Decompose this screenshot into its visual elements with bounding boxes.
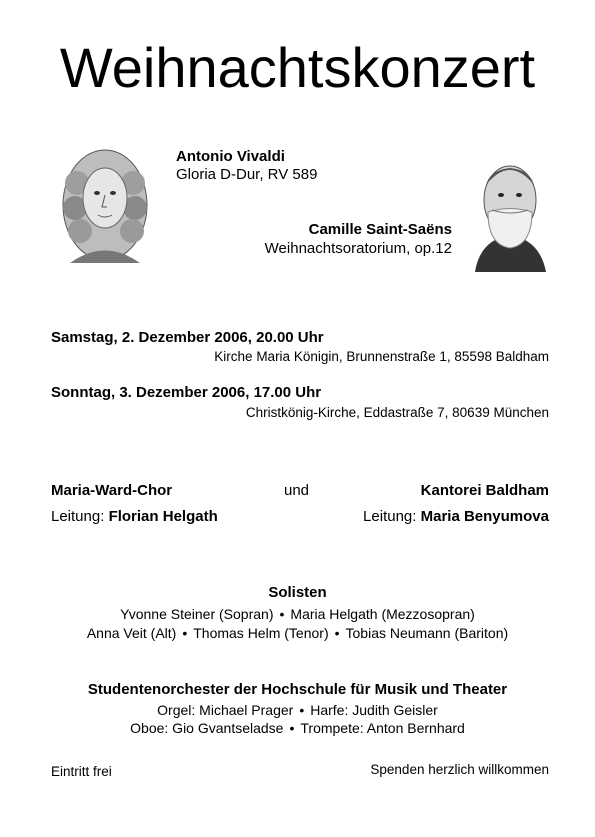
choir-left-leitung [51, 508, 218, 526]
orchestra-heading: Studentenorchester der Hochschule für Musik und Theater [87, 681, 508, 698]
bullet: • [279, 606, 285, 622]
soloist: Yvonne Steiner (Sopran) [120, 606, 274, 622]
choir-left-leader: Florian Helgath [108, 508, 218, 525]
bullet: • [182, 625, 188, 641]
vivaldi-portrait [55, 143, 155, 268]
piece-saint-saens: Weihnachtsoratorium, op.12 [264, 240, 452, 257]
soloist: Anna Veit (Alt) [86, 625, 177, 641]
leitung-label: Leitung: [51, 508, 105, 525]
venue-1: Kirche Maria Königin, Brunnenstraße 1, 85598 Baldham [214, 349, 549, 364]
page-title: Weihnachtskonzert [59, 36, 536, 99]
solisten-row-1 [0, 606, 595, 623]
choir-right-leader: Maria Benyumova [420, 508, 549, 525]
leitung-label: Leitung: [363, 508, 417, 525]
soloist: Thomas Helm (Tenor) [193, 625, 329, 641]
choir-left-name: Maria-Ward-Chor [51, 482, 173, 499]
date-1: Samstag, 2. Dezember 2006, 20.00 Uhr [51, 329, 324, 346]
musician: Oboe: Gio Gvantseladse [130, 720, 284, 736]
choir-right-leitung [363, 508, 549, 526]
bullet: • [299, 702, 305, 718]
und-text: und [284, 482, 310, 499]
date-2: Sonntag, 3. Dezember 2006, 17.00 Uhr [51, 384, 322, 401]
soloist: Tobias Neumann (Bariton) [345, 625, 509, 641]
piece-vivaldi: Gloria D-Dur, RV 589 [176, 166, 318, 183]
orchestra-row-1 [0, 702, 595, 719]
solisten-heading: Solisten [268, 584, 327, 601]
composer-vivaldi: Antonio Vivaldi [176, 148, 285, 165]
bullet: • [334, 625, 340, 641]
musician: Trompete: Anton Bernhard [300, 720, 465, 736]
choir-right-name: Kantorei Baldham [420, 482, 549, 499]
orchestra-row-2 [0, 720, 595, 737]
solisten-row-2 [0, 625, 595, 642]
musician: Harfe: Judith Geisler [310, 702, 438, 718]
footer-right: Spenden herzlich willkommen [370, 762, 549, 777]
saint-saens-portrait [470, 150, 550, 272]
footer-left: Eintritt frei [51, 764, 112, 779]
venue-2: Christkönig-Kirche, Eddastraße 7, 80639 München [245, 405, 549, 420]
composer-saint-saens: Camille Saint-Saëns [308, 221, 452, 238]
musician: Orgel: Michael Prager [157, 702, 294, 718]
bullet: • [289, 720, 295, 736]
soloist: Maria Helgath (Mezzosopran) [290, 606, 475, 622]
